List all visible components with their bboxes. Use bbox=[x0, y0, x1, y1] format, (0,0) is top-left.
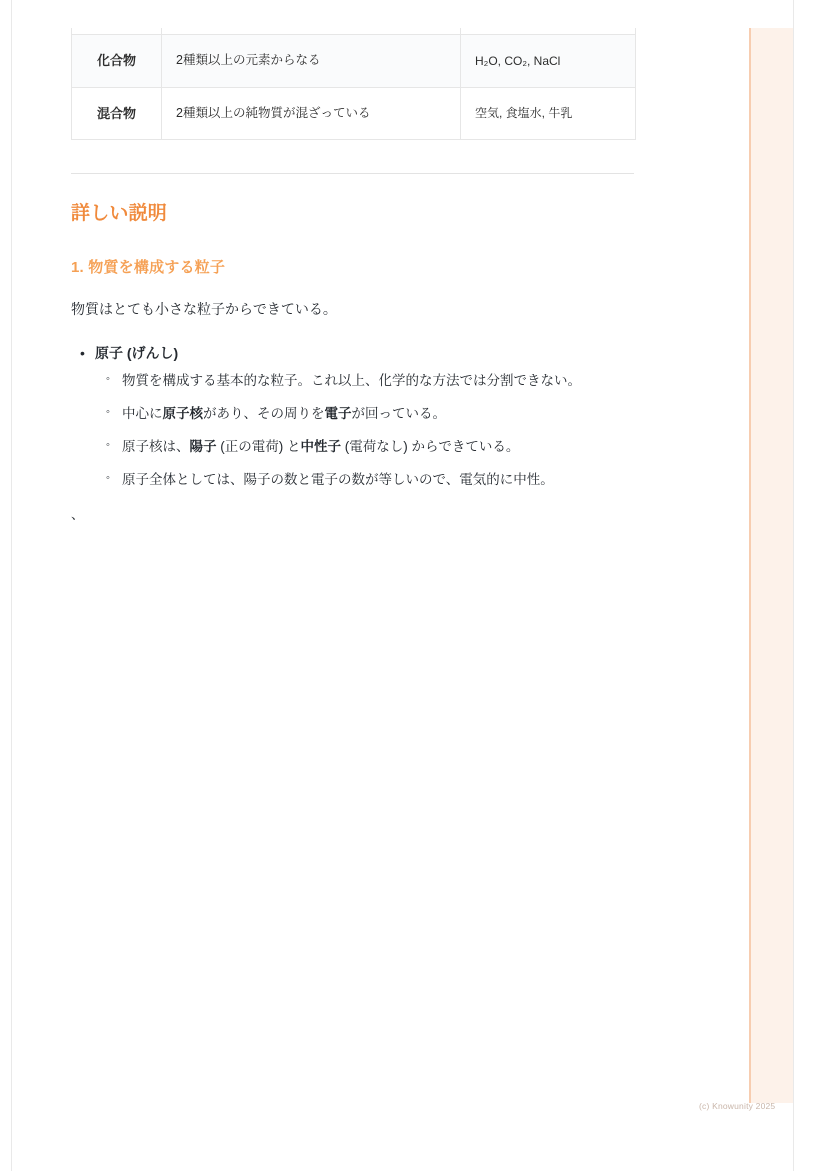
list-item bbox=[106, 468, 634, 492]
sub-bullet-icon: ◦ bbox=[106, 472, 110, 485]
section-divider bbox=[71, 173, 634, 174]
list-item bbox=[106, 435, 634, 459]
page-left-border bbox=[11, 0, 12, 1171]
table-cell-term: 化合物 bbox=[72, 35, 162, 88]
sub-bullet-icon: ◦ bbox=[106, 439, 110, 452]
sub-list bbox=[95, 369, 634, 492]
decorative-side-band bbox=[749, 28, 793, 1103]
sub-list-item-text: 原子核は、陽子 (正の電荷) と中性子 (電荷なし) からできている。 bbox=[122, 439, 520, 455]
sub-bullet-icon: ◦ bbox=[106, 406, 110, 419]
decorative-side-band-edge bbox=[749, 28, 751, 1103]
table-cell-definition: 2種類以上の純物質が混ざっている bbox=[162, 87, 461, 140]
page-right-border bbox=[793, 0, 794, 1171]
list-item bbox=[106, 402, 634, 426]
list-item-heading: 原子 (げんし) bbox=[95, 344, 179, 361]
table-row bbox=[72, 35, 636, 88]
list-item bbox=[80, 341, 634, 493]
sub-list-item-text: 中心に原子核があり、その周りを電子が回っている。 bbox=[122, 406, 446, 422]
stray-punctuation: 、 bbox=[71, 507, 85, 523]
document-content bbox=[71, 28, 634, 521]
table-cell-definition: 2種類以上の元素からなる bbox=[162, 35, 461, 88]
substance-classification-table bbox=[71, 28, 636, 140]
table-body bbox=[72, 28, 636, 140]
table-row bbox=[72, 87, 636, 140]
sub-list-item-text: 原子全体としては、陽子の数と電子の数が等しいので、電気的に中性。 bbox=[122, 472, 554, 488]
table-cell-term: 混合物 bbox=[72, 87, 162, 140]
bullet-icon: • bbox=[80, 344, 85, 361]
section-heading: 詳しい説明 bbox=[71, 203, 168, 224]
subsection-heading: 1. 物質を構成する粒子 bbox=[71, 259, 226, 276]
list-item bbox=[106, 369, 634, 393]
table-cell-examples: H₂O, CO₂, NaCl bbox=[461, 35, 636, 88]
footer-credit: (c) Knowunity 2025 bbox=[699, 1101, 776, 1111]
topic-list bbox=[71, 341, 634, 493]
table-cell-examples: 空気, 食塩水, 牛乳 bbox=[461, 87, 636, 140]
intro-paragraph: 物質はとても小さな粒子からできている。 bbox=[71, 301, 337, 317]
sub-list-item-text: 物質を構成する基本的な粒子。これ以上、化学的な方法では分割できない。 bbox=[122, 373, 581, 388]
sub-bullet-icon: ◦ bbox=[106, 373, 110, 385]
